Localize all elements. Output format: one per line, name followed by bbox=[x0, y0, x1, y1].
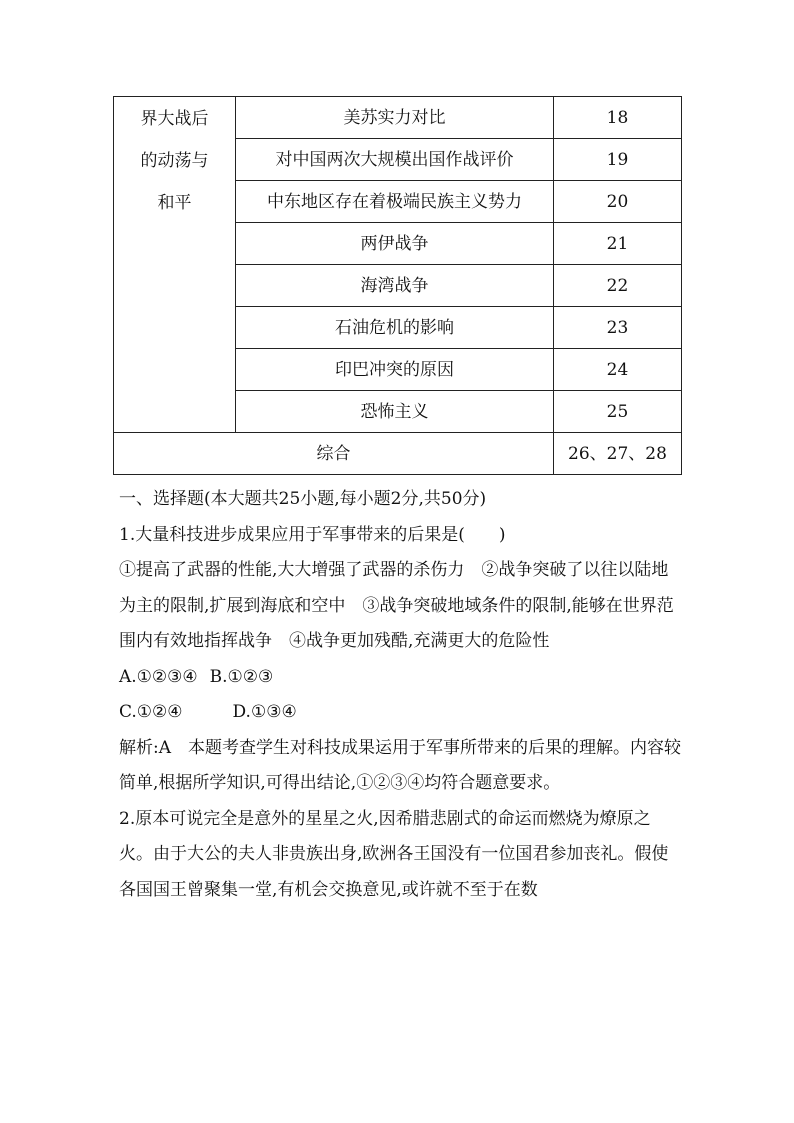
option-c: C.①②④ bbox=[119, 702, 183, 722]
question-1-options-row-1 bbox=[119, 660, 681, 696]
question-1-stem: 1.大量科技进步成果应用于军事带来的后果是( ) bbox=[119, 524, 506, 545]
question-content bbox=[119, 482, 681, 908]
era-line: 界大战后 bbox=[140, 109, 209, 129]
era-line: 和平 bbox=[157, 193, 192, 213]
topic-cell: 对中国两次大规模出国作战评价 bbox=[236, 139, 554, 181]
question-number-cell: 25 bbox=[554, 391, 682, 433]
question-number-cell: 18 bbox=[554, 97, 682, 139]
option-a: A.①②③④ bbox=[119, 666, 198, 687]
question-number-cell: 20 bbox=[554, 181, 682, 223]
option-b: B.①②③ bbox=[209, 666, 274, 687]
topic-cell: 海湾战争 bbox=[236, 265, 554, 307]
question-number-cell: 22 bbox=[554, 265, 682, 307]
question-2-stem: 2.原本可说完全是意外的星星之火,因希腊悲剧式的命运而燃烧为燎原之火。由于大公的夫人非贵族出身,欧洲各王国没有一位国君参加丧礼。假使各国国王曾聚集一堂,有机会交换意见,或许就不至于在数 bbox=[119, 808, 669, 900]
era-cell bbox=[114, 97, 236, 433]
topic-cell: 恐怖主义 bbox=[236, 391, 554, 433]
question-number-cell: 23 bbox=[554, 307, 682, 349]
table-row bbox=[114, 97, 682, 139]
era-line: 的动荡与 bbox=[140, 151, 209, 171]
summary-label-cell: 综合 bbox=[114, 433, 554, 475]
topic-cell: 中东地区存在着极端民族主义势力 bbox=[236, 181, 554, 223]
topic-table bbox=[113, 96, 682, 475]
topic-cell: 印巴冲突的原因 bbox=[236, 349, 554, 391]
question-1-options-row-2 bbox=[119, 695, 681, 731]
topic-cell: 美苏实力对比 bbox=[236, 97, 554, 139]
question-number-cell: 21 bbox=[554, 223, 682, 265]
option-d: D.①③④ bbox=[232, 702, 297, 722]
topic-cell: 两伊战争 bbox=[236, 223, 554, 265]
summary-numbers-cell: 26、27、28 bbox=[554, 433, 682, 475]
topic-cell: 石油危机的影响 bbox=[236, 307, 554, 349]
question-1-analysis: 解析:A 本题考查学生对科技成果运用于军事所带来的后果的理解。内容较简单,根据所学知识,可得出结论,①②③④均符合题意要求。 bbox=[119, 737, 682, 793]
question-1-statement: ①提高了武器的性能,大大增强了武器的杀伤力 ②战争突破了以往以陆地为主的限制,扩展到海底和空中 ③战争突破地域条件的限制,能够在世界范围内有效地指挥战争 ④战争更加残酷,充满更大的危险性 bbox=[119, 560, 674, 651]
question-number-cell: 19 bbox=[554, 139, 682, 181]
question-number-cell: 24 bbox=[554, 349, 682, 391]
section-heading: 一、选择题(本大题共25小题,每小题2分,共50分) bbox=[119, 489, 487, 509]
summary-row bbox=[114, 433, 682, 475]
